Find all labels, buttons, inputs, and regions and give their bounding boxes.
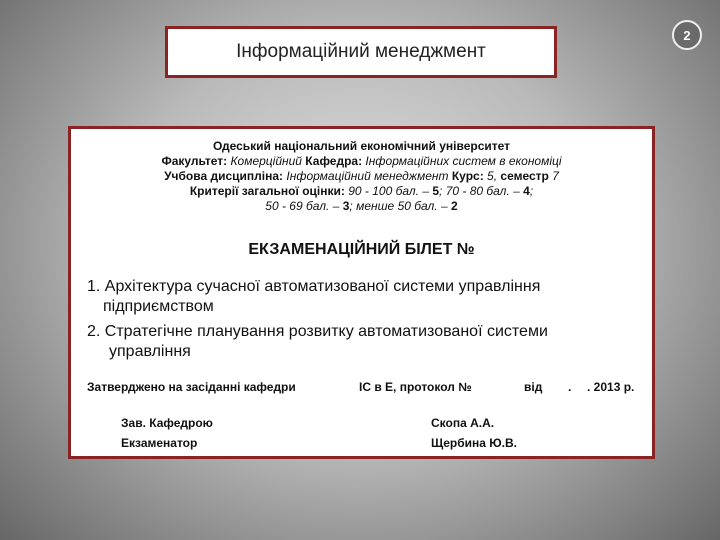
criteria-line-2 <box>71 199 652 214</box>
question-1-line-2: підприємством <box>103 298 214 315</box>
course-value: 5, <box>487 169 498 183</box>
ticket-heading: ЕКЗАМЕНАЦІЙНИЙ БІЛЕТ № <box>248 241 475 258</box>
grade-2: 2 <box>451 199 458 213</box>
examiner-name: Щербина Ю.В. <box>431 436 517 450</box>
university-name: Одеський національний економічний університет <box>212 139 511 153</box>
discipline-value: Інформаційний менеджмент <box>286 169 449 183</box>
question-2-line-1: 2. Стратегічне планування розвитку автоматизованої системи <box>87 323 548 340</box>
faculty-value: Комерційний <box>230 154 302 168</box>
department-label: Кафедра: <box>305 154 363 168</box>
faculty-label: Факультет: <box>161 154 228 168</box>
department-protocol: ІС в Е, протокол № <box>359 380 472 394</box>
department-value: Інформаційних систем в економіці <box>365 154 562 168</box>
question-1-line-1: 1. Архітектура сучасної автоматизованої системи управління <box>87 278 541 295</box>
date-dot: . <box>568 380 572 394</box>
slide-number-badge: 2 <box>672 20 702 50</box>
head-name: Скопа А.А. <box>431 416 495 430</box>
approved-text: Затверджено на засіданні кафедри <box>87 380 296 394</box>
slide-title: Інформаційний менеджмент <box>165 26 557 78</box>
discipline-label: Учбова дисципліна: <box>164 169 284 183</box>
faculty-line <box>71 154 652 169</box>
date-year: . 2013 р. <box>587 380 635 394</box>
grade-4: 4 <box>523 184 530 198</box>
criteria-part-4: 50 - 69 бал. – <box>265 199 340 213</box>
course-label: Курс: <box>451 169 484 183</box>
exam-ticket <box>68 126 655 459</box>
criteria-part-3: ; <box>529 184 534 198</box>
semester-label: семестр <box>500 169 549 183</box>
criteria-label: Критерії загальної оцінки: <box>189 184 345 198</box>
question-2-line-2: управління <box>109 343 191 360</box>
criteria-part-5: ; менше 50 бал. – <box>349 199 448 213</box>
examiner-label: Екзаменатор <box>121 436 198 450</box>
criteria-part-1: 90 - 100 бал. – <box>348 184 429 198</box>
grade-3: 3 <box>342 199 350 213</box>
date-from: від <box>524 380 543 394</box>
criteria-part-2: ; 70 - 80 бал. – <box>439 184 520 198</box>
discipline-line <box>71 169 652 184</box>
grade-5: 5 <box>432 184 440 198</box>
semester-value: 7 <box>552 169 559 183</box>
head-label: Зав. Кафедрою <box>121 416 213 430</box>
criteria-line-1 <box>71 184 652 199</box>
